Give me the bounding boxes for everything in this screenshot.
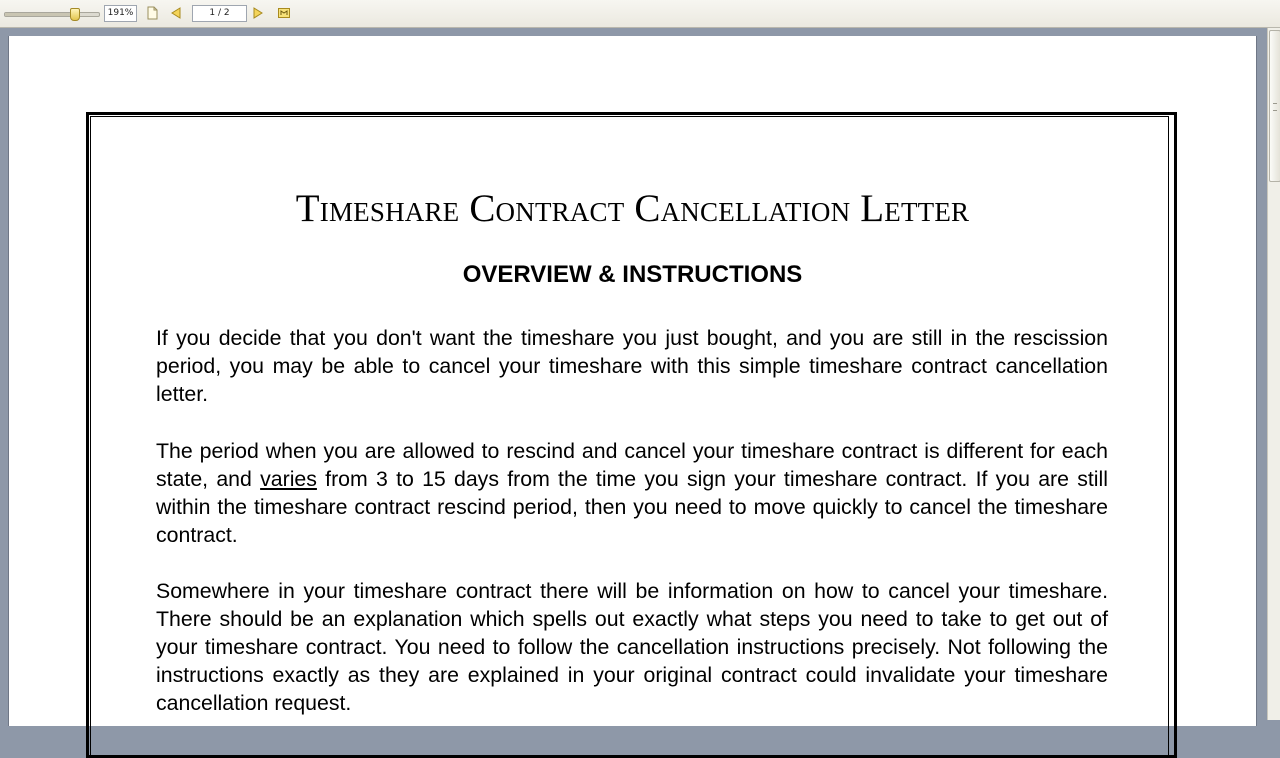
document-viewport[interactable] bbox=[0, 28, 1267, 720]
viewer-toolbar bbox=[0, 0, 1280, 28]
underlined-word: varies bbox=[260, 467, 317, 491]
paragraph-rescission-period bbox=[156, 437, 1108, 549]
document-subtitle: OVERVIEW & INSTRUCTIONS bbox=[462, 261, 803, 288]
vertical-scrollbar[interactable] bbox=[1267, 28, 1280, 720]
document-title: Timeshare Contract Cancellation Letter bbox=[295, 187, 970, 230]
scrollbar-thumb[interactable] bbox=[1269, 30, 1280, 182]
scrollbar-grip-icon bbox=[1273, 103, 1277, 111]
page-icon[interactable] bbox=[145, 6, 159, 20]
paragraph-text-start: The period when you are allowed to rescind and cancel your timeshare contract is different for each state, and bbox=[156, 439, 1108, 491]
paragraph-intro: If you decide that you don't want the timeshare you just bought, and you are still in the rescission period, you may be able to cancel your timeshare with this simple timeshare contract cancellation letter. bbox=[156, 326, 1108, 406]
zoom-slider-thumb[interactable] bbox=[70, 8, 80, 21]
page-number-field[interactable]: 1 / 2 bbox=[192, 5, 247, 22]
zoom-slider[interactable] bbox=[4, 12, 100, 17]
paragraph-cancel-instructions: Somewhere in your timeshare contract there will be information on how to cancel your timeshare. There should be an explanation which spells out exactly what steps you need to take to get out of your timeshare contract. You need to follow the cancellation instructions precisely. Not following the instructions exactly as they are explained in your original contract could invalidate your timeshare cancellation request. bbox=[156, 579, 1108, 715]
previous-page-arrow-icon[interactable] bbox=[169, 6, 183, 20]
zoom-slider-fill bbox=[5, 13, 74, 16]
document-page bbox=[9, 36, 1256, 726]
bookmark-icon[interactable] bbox=[277, 6, 291, 20]
paragraph-text-end: from 3 to 15 days from the time you sign your timeshare contract. If you are still within the timeshare contract rescind period, then you need to move quickly to cancel the timeshare contract. bbox=[156, 467, 1108, 547]
next-page-arrow-icon[interactable] bbox=[251, 6, 265, 20]
zoom-value-field[interactable]: 191% bbox=[104, 5, 137, 22]
